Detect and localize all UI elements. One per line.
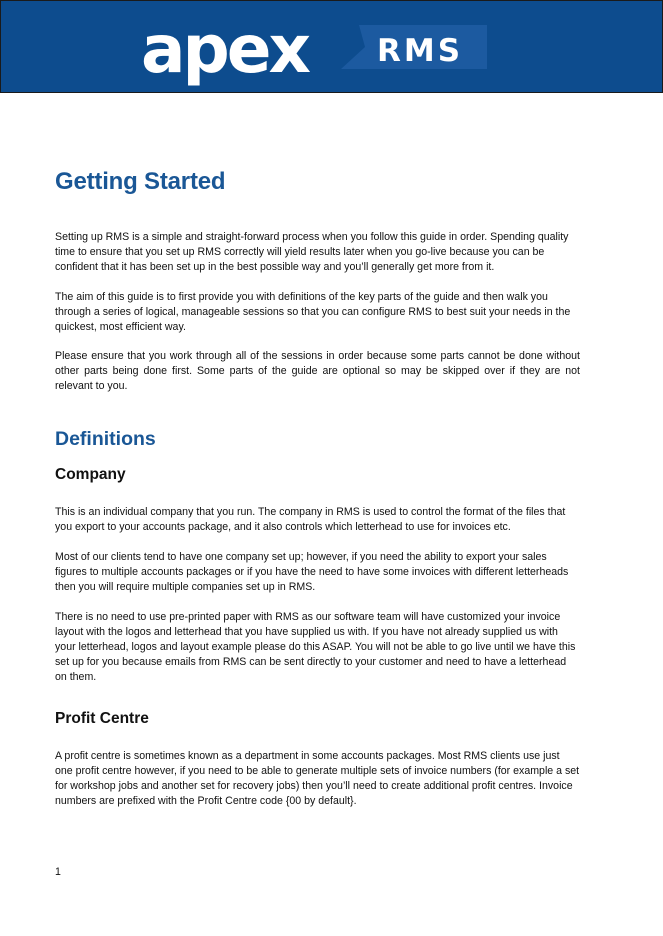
profit-centre-heading: Profit Centre [55, 710, 149, 727]
intro-paragraph-2: The aim of this guide is to first provide you with definitions of the key parts of the guide and then walk you through a series of logical, manageable sessions so that you can configure RMS to best suit your needs in the quickest, most efficient way. [55, 291, 571, 333]
apex-rms-logo [141, 17, 491, 89]
logo-badge-text: RMS [377, 33, 464, 69]
definitions-heading: Definitions [55, 428, 156, 450]
page-number: 1 [55, 866, 61, 878]
intro-paragraph-1: Setting up RMS is a simple and straight-forward process when you follow this guide in order. Spending quality time to ensure that you set up RMS correctly will yield results later when you go-live because you can be confident that it has been set up in the best possible way and you’ll generally get more from it. [55, 231, 569, 273]
letterhead-banner [0, 0, 663, 93]
company-heading: Company [55, 466, 126, 483]
company-paragraph-1: This is an individual company that you run. The company in RMS is used to control the format of the files that you export to your accounts package, and it also controls which letterhead to use for invoices etc. [55, 506, 566, 533]
page-title: Getting Started [55, 168, 226, 195]
company-paragraph-3: There is no need to use pre-printed paper with RMS as our software team will have customized your invoice layout with the logos and letterhead that you have supplied us with. If you have not already supplied us with your letterhead, logos and layout example please do this ASAP. You will not be able to go live until we have this set up for you because emails from RMS can be sent directly to your customer and need to have a letterhead on them. [55, 611, 576, 683]
profit-centre-paragraph-1: A profit centre is sometimes known as a department in some accounts packages. Most RMS clients use just one profit centre however, if you need to be able to generate multiple sets of invoice numbers (for example a set for workshop jobs and another set for recovery jobs) then you’ll need to create additional profit centres. Invoice numbers are prefixed with the Profit Centre code {00 by default}. [55, 750, 580, 807]
company-paragraph-2: Most of our clients tend to have one company set up; however, if you need the ability to export your sales figures to multiple accounts packages or if you have the need to have some invoices with different letterheads then you will require multiple companies set up in RMS. [55, 551, 569, 593]
logo-graphic [141, 17, 491, 91]
intro-paragraph-3: Please ensure that you work through all of the sessions in order because some parts cannot be done without other parts being done first. Some parts of the guide are optional so may be skipped over if they are not relevant to you. [55, 350, 580, 392]
logo-wordmark: apex [141, 17, 309, 88]
